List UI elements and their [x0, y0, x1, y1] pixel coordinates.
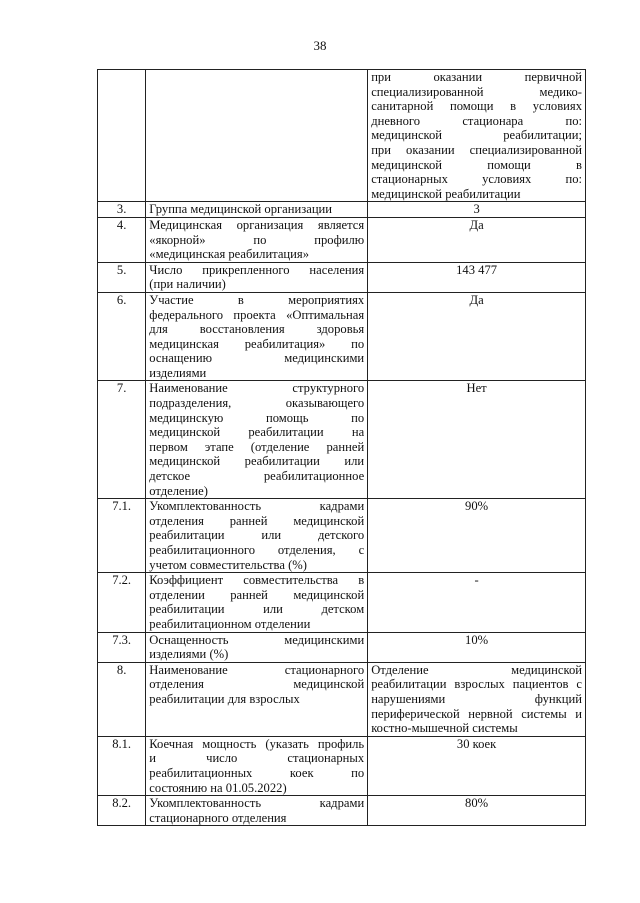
text-line: реабилитации или детского: [149, 528, 365, 543]
text-line: для восстановления здоровья: [149, 322, 365, 337]
row-value-cell: 30 коек: [368, 736, 586, 795]
text-line: отделении ранней медицинской: [149, 587, 365, 602]
row-name-cell: [146, 217, 368, 262]
text-line: медицинской реабилитации на: [149, 425, 365, 440]
row-value-cell: [368, 662, 586, 736]
row-name-cell: [146, 573, 368, 632]
text-line: первом этапе (отделение ранней: [149, 439, 365, 454]
row-number-cell: 8.2.: [98, 796, 146, 826]
row-value-cell: 90%: [368, 499, 586, 573]
text-line: и число стационарных: [149, 751, 365, 766]
row-number-cell: 8.1.: [98, 736, 146, 795]
text-line: состоянию на 01.05.2022): [149, 780, 287, 795]
table-body: [98, 70, 586, 826]
table-row: [98, 292, 586, 381]
row-number-cell: 8.: [98, 662, 146, 736]
row-name-cell: [146, 632, 368, 662]
table-row: [98, 632, 586, 662]
text-line: костно-мышечной системы: [371, 721, 518, 736]
text-line: реабилитационного отделения, с: [149, 543, 365, 557]
text-line: изделиями (%): [149, 647, 229, 662]
text-line: (при наличии): [149, 277, 226, 292]
text-line: подразделения, оказывающего: [149, 396, 365, 411]
row-name-cell: [146, 499, 368, 573]
text-line: санитарной помощи в условиях: [371, 99, 582, 114]
table-row: [98, 499, 586, 573]
page-number: 38: [313, 38, 327, 53]
text-line: Группа медицинской организации: [149, 202, 333, 217]
row-name-cell: [146, 292, 368, 381]
row-number-cell: [98, 70, 146, 202]
row-name-cell: [146, 662, 368, 736]
row-value-cell: Да: [368, 217, 586, 262]
text-line: Укомплектованность кадрами: [149, 499, 365, 514]
text-line: при оказании первичной: [371, 70, 582, 84]
row-number-cell: 3.: [98, 202, 146, 218]
text-line: «медицинская реабилитация»: [149, 247, 310, 262]
text-line: при оказании специализированной: [371, 142, 582, 157]
text-line: стационарных условиях по:: [371, 172, 582, 187]
text-line: Коечная мощность (указать профиль: [149, 736, 365, 751]
row-name-cell: [146, 381, 368, 499]
table-row: [98, 662, 586, 736]
text-line: реабилитации взрослых пациентов с: [371, 677, 582, 692]
text-line: Число прикрепленного населения: [149, 262, 365, 277]
text-line: медицинской реабилитации: [371, 186, 521, 201]
text-line: медицинской реабилитации или: [149, 454, 365, 469]
row-value-cell: 143 477: [368, 262, 586, 292]
text-line: Укомплектованность кадрами: [149, 796, 365, 811]
row-value-cell: Нет: [368, 381, 586, 499]
row-number-cell: 6.: [98, 292, 146, 381]
text-line: отделение): [149, 483, 208, 498]
text-line: федерального проекта «Оптимальная: [149, 307, 365, 322]
row-number-cell: 7.1.: [98, 499, 146, 573]
text-line: отделения медицинской: [149, 677, 365, 692]
row-value-cell: [368, 70, 586, 202]
row-number-cell: 5.: [98, 262, 146, 292]
text-line: «якорной» по профилю: [149, 232, 365, 247]
row-number-cell: 7.2.: [98, 573, 146, 632]
text-line: Наименование стационарного: [149, 662, 365, 677]
table-row: [98, 736, 586, 795]
text-line: отделения ранней медицинской: [149, 513, 365, 528]
text-line: реабилитации или детском: [149, 602, 365, 617]
text-line: медицинская реабилитация» по: [149, 336, 365, 351]
row-value-cell: 80%: [368, 796, 586, 826]
text-line: Отделение медицинской: [371, 662, 582, 677]
text-line: медицинскую помощь по: [149, 410, 365, 425]
row-value-cell: Да: [368, 292, 586, 381]
text-line: изделиями: [149, 365, 207, 380]
row-name-cell: [146, 202, 368, 218]
text-line: периферической нервной системы и: [371, 706, 582, 721]
table-row: [98, 796, 586, 826]
text-line: специализированной медико-: [371, 84, 582, 99]
row-number-cell: 4.: [98, 217, 146, 262]
text-line: реабилитационном отделении: [149, 616, 311, 631]
row-name-cell: [146, 796, 368, 826]
text-line: дневного стационара по:: [371, 113, 582, 128]
row-name-cell: [146, 70, 368, 202]
row-number-cell: 7.: [98, 381, 146, 499]
text-line: Наименование структурного: [149, 381, 365, 396]
text-line: Коэффициент совместительства в: [149, 573, 365, 588]
table-row: [98, 217, 586, 262]
table-row-continuation: [98, 70, 586, 202]
row-value-cell: -: [368, 573, 586, 632]
table-row: [98, 573, 586, 632]
text-line: стационарного отделения: [149, 810, 287, 825]
table-row: [98, 262, 586, 292]
text-line: детское реабилитационное: [149, 469, 365, 484]
document-table: [97, 69, 586, 826]
row-name-cell: [146, 736, 368, 795]
row-number-cell: 7.3.: [98, 632, 146, 662]
text-line: реабилитации для взрослых: [149, 691, 300, 706]
text-line: медицинской помощи в: [371, 157, 582, 172]
text-line: Оснащенность медицинскими: [149, 632, 365, 647]
row-value-cell: 3: [368, 202, 586, 218]
text-line: учетом совместительства (%): [149, 557, 307, 572]
table-row: [98, 381, 586, 499]
text-line: Медицинская организация является: [149, 217, 365, 232]
text-line: реабилитационных коек по: [149, 765, 365, 780]
table-row: [98, 202, 586, 218]
row-name-cell: [146, 262, 368, 292]
text-line: нарушениями функций: [371, 691, 582, 706]
text-line: медицинской реабилитации;: [371, 128, 582, 143]
text-line: Участие в мероприятиях: [149, 292, 365, 307]
row-value-cell: 10%: [368, 632, 586, 662]
text-line: оснащению медицинскими: [149, 351, 365, 366]
